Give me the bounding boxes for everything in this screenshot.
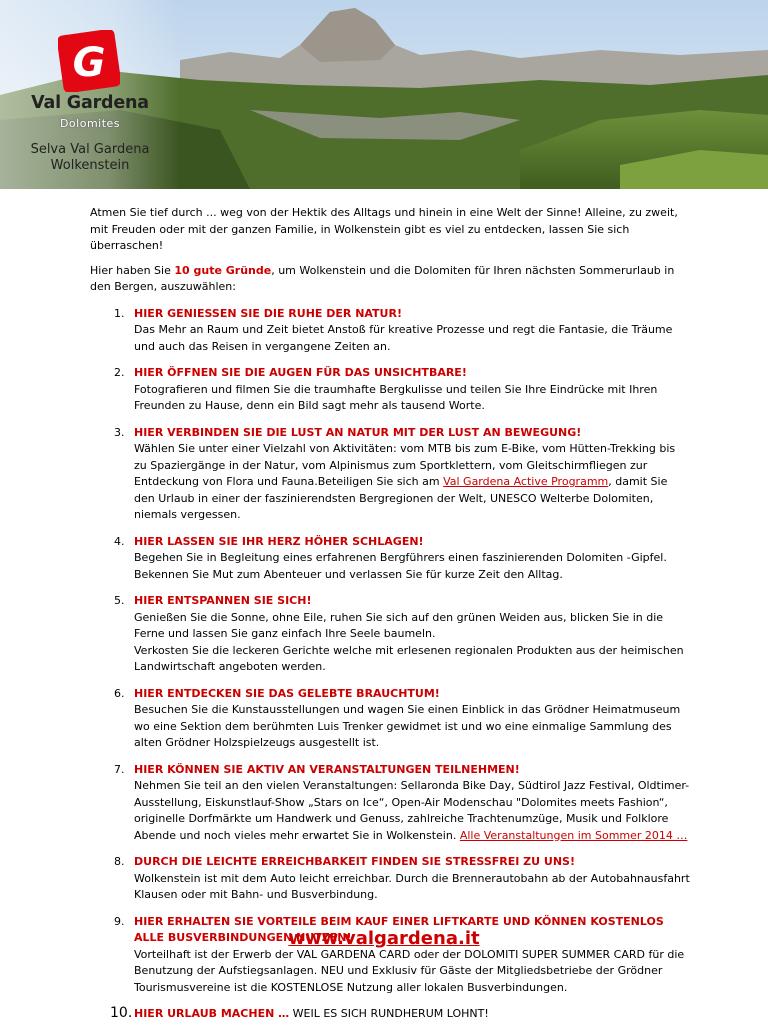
reason-title: DURCH DIE LEICHTE ERREICHBARKEIT FINDEN SIE STRESSFREI ZU UNS! [134, 855, 575, 868]
reason-title: HIER ENTSPANNEN SIE SICH! [134, 594, 312, 607]
reason-text-2: Verkosten Sie die leckeren Gerichte welche mit erlesenen regionalen Produkten aus der heimischen Landwirtschaft angeboten werden. [134, 643, 684, 673]
reason-text: Genießen Sie die Sonne, ohne Eile, ruhen Sie sich auf den grünen Weiden aus, blicken Sie in die Ferne und lassen Sie ganz einfach Ihre Seele baumeln. [134, 610, 664, 640]
reason-text: Wählen Sie unter einer Vielzahl von Aktivitäten: vom MTB bis zum E-Bike, vom Hütten-Trekking bis zu Spaziergänge in der Natur, vom Alpinismus zum Sportklettern, vom Gleitschirmfliegen zur Entdeckung von Flora und Fauna.Beteiligen Sie sich am [134, 442, 676, 488]
active-programm-link[interactable]: Val Gardena Active Programm [443, 475, 609, 488]
intro-paragraph: Atmen Sie tief durch ... weg von der Hektik des Alltags und hinein in eine Welt der Sinne! Alleine, zu zweit, mit Freuden oder mit der ganzen Familie, in Wolkenstein gibt es viel zu entdecken, lassen Sie sich überraschen! [90, 206, 678, 252]
reason-item [90, 306, 690, 356]
reason-number: 9. [114, 914, 125, 928]
reason-text: Nehmen Sie teil an den vielen Veranstaltungen: Sellaronda Bike Day, Südtirol Jazz Festival, Oldtimer-Ausstellung, Eiskunstlauf-Show „Stars on Ice“, Open-Air Modenschau "Dolomites meets Fashion“, originelle Dorfmärkte um Handwerk und Genuss, zahlreiche Trachtenumzüge, Musik und Folklore Abende und noch vieles mehr erwartet Sie in Wolkenstein. [134, 779, 690, 842]
website-footer [0, 928, 768, 949]
reason-item [90, 1006, 690, 1023]
logo-panel [0, 0, 180, 189]
logo-letter: G [72, 40, 106, 86]
reasons-intro [90, 263, 690, 296]
reason-title: HIER ÖFFNEN SIE DIE AUGEN FÜR DAS UNSICHTBARE! [134, 366, 467, 379]
reason-title: HIER LASSEN SIE IHR HERZ HÖHER SCHLAGEN! [134, 534, 424, 548]
reason-number: 3. [114, 425, 125, 439]
reasons-intro-after: , um Wolkenstein und die Dolomiten für Ihren nächsten Sommerurlaub in den Bergen, auszuwählen: [90, 263, 675, 293]
header-banner [0, 0, 768, 189]
location-line-1: Selva Val Gardena [30, 142, 150, 157]
reason-text: Vorteilhaft ist der Erwerb der VAL GARDENA CARD oder der DOLOMITI SUPER SUMMER CARD für die Benutzung der Aufstiegsanlagen. NEU und Exklusiv für Gäste der Mitgliedsbetriebe der Grödner Tourismusvereine ist die KOSTENLOSE Nutzung aller lokalen Busverbindungen. [134, 947, 685, 994]
reasons-intro-highlight: 10 gute Gründe [174, 263, 272, 277]
reason-title: HIER KÖNNEN SIE AKTIV AN VERANSTALTUNGEN TEILNEHMEN! [134, 762, 520, 776]
reason-number: 7. [114, 762, 125, 776]
reason-item [90, 534, 690, 584]
reason-item [90, 365, 690, 415]
reason-title: HIER URLAUB MACHEN … [134, 1007, 290, 1020]
brand-subtitle: Dolomites [59, 117, 121, 130]
reason-text: Wolkenstein ist mit dem Auto leicht erreichbar. Durch die Brennerautobahn ab der Autobahnausfahrt Klausen oder mit Bahn- und Busverbindung. [134, 871, 690, 901]
events-link[interactable]: Alle Veranstaltungen im Sommer 2014 … [459, 828, 688, 842]
main-content [90, 205, 690, 1033]
reason-title: HIER ERHALTEN SIE VORTEILE BEIM KAUF EINER LIFTKARTE UND KÖNNEN KOSTENLOS ALLE BUSVERBINDUNGEN NUTZEN! [134, 914, 664, 944]
val-gardena-logo-icon [58, 30, 120, 92]
website-link[interactable]: www.valgardena.it [288, 928, 480, 949]
location-line-2: Wolkenstein [50, 158, 130, 173]
reason-title: HIER GENIESSEN SIE DIE RUHE DER NATUR! [134, 306, 402, 320]
reason-text: Fotografieren und filmen Sie die traumhafte Bergkulisse und teilen Sie Ihre Eindrücke mit Ihren Freunden zu Hause, denn ein Bild sagt mehr als tausend Worte. [134, 382, 658, 412]
reasons-list [90, 306, 690, 1023]
reason-text: WEIL ES SICH RUNDHERUM LOHNT! [289, 1007, 489, 1020]
reason-text-after: , damit Sie den Urlaub in einer der faszinierendsten Bergregionen der Welt, UNESCO Welterbe Dolomiten, niemals vergessen. [134, 475, 668, 521]
reason-text: Besuchen Sie die Kunstausstellungen und wagen Sie einen Einblick in das Grödner Heimatmuseum wo eine Sektion dem berühmten Luis Trenker gewidmet ist und wo eine einmalige Sammlung des alten Grödner Holzspielzeugs ausgestellt ist. [134, 703, 681, 749]
reason-text: Das Mehr an Raum und Zeit bietet Anstoß für kreative Prozesse und regt die Fantasie, die Träume und auch das Reisen in vergangene Zeiten an. [134, 323, 673, 353]
reason-number: 1. [114, 306, 125, 320]
reason-number: 5. [114, 594, 125, 607]
reasons-intro-before: Hier haben Sie [90, 263, 175, 277]
reason-item [90, 914, 690, 997]
reason-number: 6. [114, 686, 125, 700]
reason-item [90, 854, 690, 904]
reason-item [90, 425, 690, 524]
reason-number: 8. [114, 855, 125, 868]
brand-name: Val Gardena [31, 93, 149, 113]
reason-title: HIER VERBINDEN SIE DIE LUST AN NATUR MIT DER LUST AN BEWEGUNG! [134, 425, 582, 439]
reason-number: 10. [110, 1005, 133, 1021]
reason-number: 4. [114, 534, 125, 548]
reason-item [90, 762, 690, 845]
reason-text: Begehen Sie in Begleitung eines erfahrenen Bergführers einen faszinierenden Dolomiten -Gipfel. Bekennen Sie Mut zum Abenteuer und verlassen Sie für kurze Zeit den Alltag. [134, 551, 667, 581]
reason-item [90, 593, 690, 676]
reason-number: 2. [114, 366, 125, 379]
reason-title: HIER ENTDECKEN SIE DAS GELEBTE BRAUCHTUM! [134, 686, 440, 700]
reason-item [90, 686, 690, 752]
